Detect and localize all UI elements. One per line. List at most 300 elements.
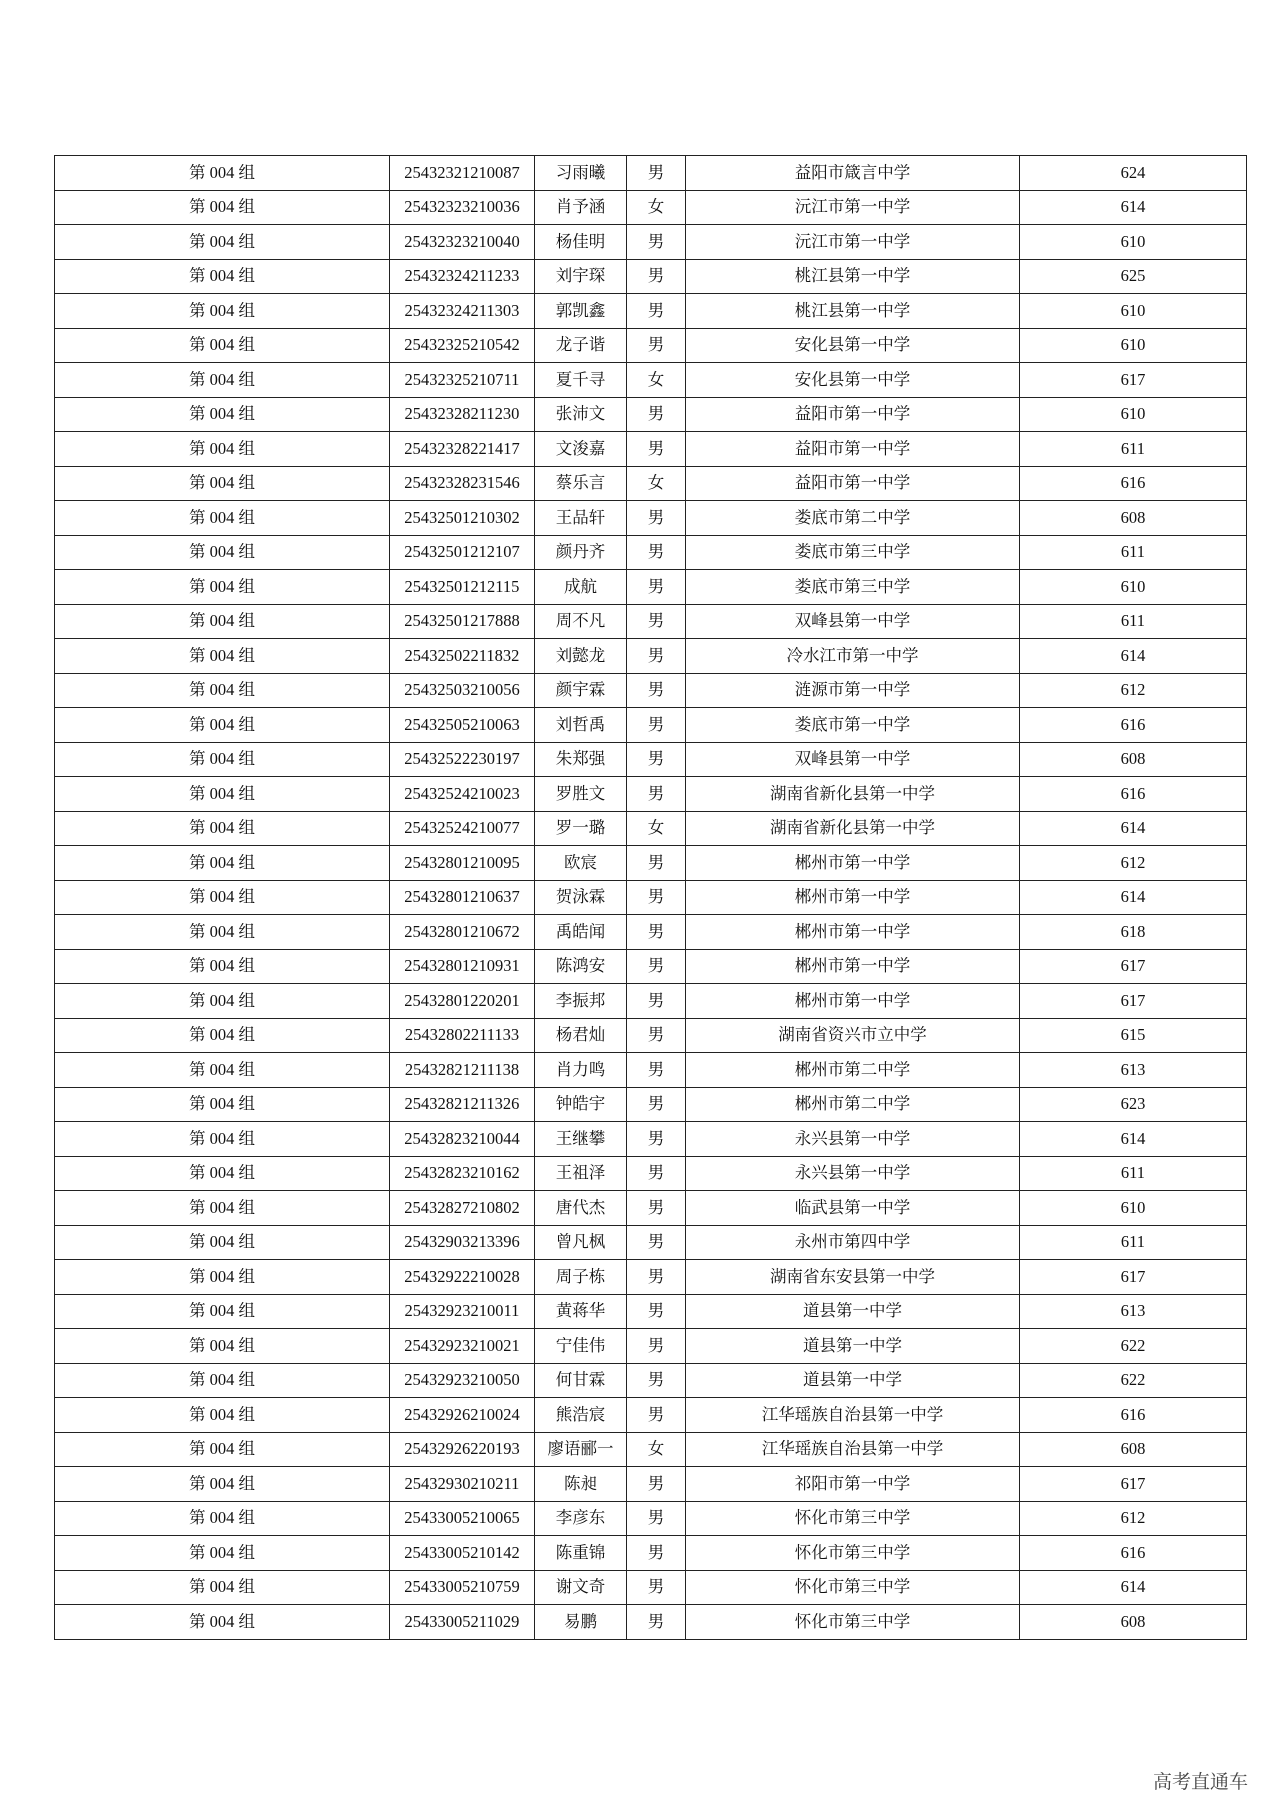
candidate-id-cell: 25432328231546 (390, 466, 535, 501)
table-row (55, 501, 1247, 536)
score-cell: 610 (1020, 328, 1247, 363)
group-cell: 第 004 组 (55, 949, 390, 984)
gender-cell: 男 (627, 570, 686, 605)
table-row (55, 1018, 1247, 1053)
school-cell: 郴州市第二中学 (686, 1053, 1020, 1088)
gender-cell: 男 (627, 397, 686, 432)
candidate-id-cell: 25432501217888 (390, 604, 535, 639)
student-name-cell: 郭凯鑫 (535, 294, 627, 329)
group-cell: 第 004 组 (55, 294, 390, 329)
gender-cell: 男 (627, 880, 686, 915)
school-cell: 湖南省新化县第一中学 (686, 811, 1020, 846)
gender-cell: 女 (627, 1432, 686, 1467)
student-name-cell: 陈昶 (535, 1467, 627, 1502)
school-cell: 江华瑶族自治县第一中学 (686, 1432, 1020, 1467)
table-row (55, 466, 1247, 501)
school-cell: 湖南省资兴市立中学 (686, 1018, 1020, 1053)
score-cell: 608 (1020, 1432, 1247, 1467)
group-cell: 第 004 组 (55, 777, 390, 812)
student-name-cell: 贺泳霖 (535, 880, 627, 915)
student-name-cell: 罗一璐 (535, 811, 627, 846)
group-cell: 第 004 组 (55, 501, 390, 536)
score-cell: 614 (1020, 1570, 1247, 1605)
group-cell: 第 004 组 (55, 1570, 390, 1605)
candidate-id-cell: 25432823210044 (390, 1122, 535, 1157)
gender-cell: 男 (627, 673, 686, 708)
school-cell: 安化县第一中学 (686, 328, 1020, 363)
school-cell: 怀化市第三中学 (686, 1570, 1020, 1605)
student-name-cell: 杨君灿 (535, 1018, 627, 1053)
score-cell: 622 (1020, 1363, 1247, 1398)
student-name-cell: 欧宸 (535, 846, 627, 881)
score-cell: 617 (1020, 363, 1247, 398)
gender-cell: 女 (627, 363, 686, 398)
table-row (55, 1329, 1247, 1364)
table-row (55, 639, 1247, 674)
group-cell: 第 004 组 (55, 708, 390, 743)
student-name-cell: 杨佳明 (535, 225, 627, 260)
student-name-cell: 习雨曦 (535, 156, 627, 191)
group-cell: 第 004 组 (55, 1191, 390, 1226)
table-row (55, 259, 1247, 294)
gender-cell: 男 (627, 1329, 686, 1364)
candidate-id-cell: 25432801210637 (390, 880, 535, 915)
table-row (55, 1363, 1247, 1398)
table-row (55, 846, 1247, 881)
student-name-cell: 周不凡 (535, 604, 627, 639)
student-name-cell: 周子栋 (535, 1260, 627, 1295)
table-row (55, 1053, 1247, 1088)
table-row (55, 949, 1247, 984)
student-name-cell: 夏千寻 (535, 363, 627, 398)
school-cell: 郴州市第一中学 (686, 949, 1020, 984)
gender-cell: 男 (627, 1398, 686, 1433)
gender-cell: 男 (627, 1536, 686, 1571)
gender-cell: 男 (627, 1260, 686, 1295)
school-cell: 桃江县第一中学 (686, 259, 1020, 294)
group-cell: 第 004 组 (55, 1432, 390, 1467)
group-cell: 第 004 组 (55, 570, 390, 605)
candidate-id-cell: 25432524210077 (390, 811, 535, 846)
school-cell: 沅江市第一中学 (686, 225, 1020, 260)
group-cell: 第 004 组 (55, 915, 390, 950)
school-cell: 益阳市第一中学 (686, 466, 1020, 501)
gender-cell: 男 (627, 949, 686, 984)
gender-cell: 男 (627, 846, 686, 881)
student-name-cell: 陈鸿安 (535, 949, 627, 984)
table-row (55, 604, 1247, 639)
candidate-id-cell: 25433005210065 (390, 1501, 535, 1536)
score-cell: 617 (1020, 1467, 1247, 1502)
school-cell: 江华瑶族自治县第一中学 (686, 1398, 1020, 1433)
group-cell: 第 004 组 (55, 259, 390, 294)
student-name-cell: 王品轩 (535, 501, 627, 536)
score-cell: 612 (1020, 673, 1247, 708)
gender-cell: 男 (627, 1191, 686, 1226)
student-name-cell: 成航 (535, 570, 627, 605)
gender-cell: 男 (627, 915, 686, 950)
score-cell: 612 (1020, 846, 1247, 881)
gender-cell: 男 (627, 1363, 686, 1398)
group-cell: 第 004 组 (55, 225, 390, 260)
score-cell: 614 (1020, 639, 1247, 674)
group-cell: 第 004 组 (55, 432, 390, 467)
school-cell: 涟源市第一中学 (686, 673, 1020, 708)
candidate-id-cell: 25432823210162 (390, 1156, 535, 1191)
school-cell: 怀化市第三中学 (686, 1501, 1020, 1536)
score-cell: 608 (1020, 501, 1247, 536)
score-cell: 610 (1020, 225, 1247, 260)
table-row (55, 811, 1247, 846)
gender-cell: 男 (627, 294, 686, 329)
school-cell: 临武县第一中学 (686, 1191, 1020, 1226)
score-cell: 610 (1020, 294, 1247, 329)
group-cell: 第 004 组 (55, 604, 390, 639)
student-name-cell: 廖语郦一 (535, 1432, 627, 1467)
school-cell: 双峰县第一中学 (686, 742, 1020, 777)
candidate-id-cell: 25432524210023 (390, 777, 535, 812)
candidate-id-cell: 25432821211138 (390, 1053, 535, 1088)
group-cell: 第 004 组 (55, 1087, 390, 1122)
school-cell: 道县第一中学 (686, 1294, 1020, 1329)
student-name-cell: 肖力鸣 (535, 1053, 627, 1088)
group-cell: 第 004 组 (55, 880, 390, 915)
group-cell: 第 004 组 (55, 1156, 390, 1191)
school-cell: 道县第一中学 (686, 1363, 1020, 1398)
table-row (55, 397, 1247, 432)
score-cell: 611 (1020, 432, 1247, 467)
student-name-cell: 王祖泽 (535, 1156, 627, 1191)
table-row (55, 1536, 1247, 1571)
candidate-id-cell: 25432903213396 (390, 1225, 535, 1260)
score-cell: 616 (1020, 1536, 1247, 1571)
student-name-cell: 李彦东 (535, 1501, 627, 1536)
group-cell: 第 004 组 (55, 535, 390, 570)
student-name-cell: 刘懿龙 (535, 639, 627, 674)
candidate-id-cell: 25432323210036 (390, 190, 535, 225)
table-row (55, 1294, 1247, 1329)
gender-cell: 男 (627, 604, 686, 639)
table-body (55, 156, 1247, 1640)
school-cell: 双峰县第一中学 (686, 604, 1020, 639)
group-cell: 第 004 组 (55, 811, 390, 846)
group-cell: 第 004 组 (55, 1053, 390, 1088)
candidate-id-cell: 25432926220193 (390, 1432, 535, 1467)
score-cell: 612 (1020, 1501, 1247, 1536)
table-row (55, 777, 1247, 812)
table-row (55, 1605, 1247, 1640)
gender-cell: 女 (627, 190, 686, 225)
group-cell: 第 004 组 (55, 466, 390, 501)
student-name-cell: 禹皓闻 (535, 915, 627, 950)
score-cell: 610 (1020, 397, 1247, 432)
candidate-id-cell: 25432501212115 (390, 570, 535, 605)
group-cell: 第 004 组 (55, 1363, 390, 1398)
student-name-cell: 颜宇霖 (535, 673, 627, 708)
school-cell: 怀化市第三中学 (686, 1536, 1020, 1571)
school-cell: 郴州市第一中学 (686, 984, 1020, 1019)
gender-cell: 男 (627, 1605, 686, 1640)
gender-cell: 女 (627, 811, 686, 846)
score-cell: 624 (1020, 156, 1247, 191)
score-cell: 613 (1020, 1053, 1247, 1088)
score-cell: 608 (1020, 742, 1247, 777)
score-cell: 611 (1020, 1156, 1247, 1191)
table-row (55, 742, 1247, 777)
candidate-id-cell: 25432324211233 (390, 259, 535, 294)
gender-cell: 男 (627, 1122, 686, 1157)
group-cell: 第 004 组 (55, 1605, 390, 1640)
group-cell: 第 004 组 (55, 742, 390, 777)
student-name-cell: 钟皓宇 (535, 1087, 627, 1122)
school-cell: 娄底市第三中学 (686, 535, 1020, 570)
score-cell: 616 (1020, 777, 1247, 812)
student-name-cell: 王继攀 (535, 1122, 627, 1157)
group-cell: 第 004 组 (55, 1536, 390, 1571)
gender-cell: 男 (627, 156, 686, 191)
school-cell: 郴州市第二中学 (686, 1087, 1020, 1122)
table-row (55, 984, 1247, 1019)
group-cell: 第 004 组 (55, 1501, 390, 1536)
student-name-cell: 颜丹齐 (535, 535, 627, 570)
school-cell: 祁阳市第一中学 (686, 1467, 1020, 1502)
table-row (55, 1570, 1247, 1605)
table-row (55, 673, 1247, 708)
group-cell: 第 004 组 (55, 156, 390, 191)
school-cell: 益阳市第一中学 (686, 397, 1020, 432)
candidate-id-cell: 25432505210063 (390, 708, 535, 743)
student-name-cell: 文浚嘉 (535, 432, 627, 467)
group-cell: 第 004 组 (55, 1260, 390, 1295)
student-name-cell: 张沛文 (535, 397, 627, 432)
candidate-id-cell: 25432522230197 (390, 742, 535, 777)
candidate-id-cell: 25432923210021 (390, 1329, 535, 1364)
group-cell: 第 004 组 (55, 639, 390, 674)
school-cell: 郴州市第一中学 (686, 915, 1020, 950)
candidate-id-cell: 25432801210931 (390, 949, 535, 984)
candidate-id-cell: 25432502211832 (390, 639, 535, 674)
score-cell: 616 (1020, 466, 1247, 501)
score-cell: 611 (1020, 1225, 1247, 1260)
score-cell: 611 (1020, 604, 1247, 639)
score-cell: 614 (1020, 190, 1247, 225)
gender-cell: 男 (627, 1087, 686, 1122)
table-row (55, 915, 1247, 950)
score-cell: 617 (1020, 949, 1247, 984)
score-cell: 617 (1020, 984, 1247, 1019)
group-cell: 第 004 组 (55, 1398, 390, 1433)
table-row (55, 570, 1247, 605)
gender-cell: 男 (627, 708, 686, 743)
gender-cell: 男 (627, 1225, 686, 1260)
group-cell: 第 004 组 (55, 1467, 390, 1502)
gender-cell: 男 (627, 1294, 686, 1329)
group-cell: 第 004 组 (55, 1018, 390, 1053)
candidate-id-cell: 25432802211133 (390, 1018, 535, 1053)
school-cell: 永兴县第一中学 (686, 1122, 1020, 1157)
candidate-id-cell: 25432324211303 (390, 294, 535, 329)
candidate-id-cell: 25432926210024 (390, 1398, 535, 1433)
score-cell: 611 (1020, 535, 1247, 570)
candidate-id-cell: 25432923210050 (390, 1363, 535, 1398)
gender-cell: 男 (627, 259, 686, 294)
group-cell: 第 004 组 (55, 1294, 390, 1329)
school-cell: 道县第一中学 (686, 1329, 1020, 1364)
table-row (55, 1225, 1247, 1260)
candidate-id-cell: 25432922210028 (390, 1260, 535, 1295)
school-cell: 郴州市第一中学 (686, 880, 1020, 915)
table-row (55, 1467, 1247, 1502)
table-row (55, 1501, 1247, 1536)
student-name-cell: 罗胜文 (535, 777, 627, 812)
score-cell: 610 (1020, 1191, 1247, 1226)
gender-cell: 男 (627, 328, 686, 363)
student-name-cell: 肖予涵 (535, 190, 627, 225)
candidate-id-cell: 25432827210802 (390, 1191, 535, 1226)
candidate-id-cell: 25432801210672 (390, 915, 535, 950)
candidate-id-cell: 25432328211230 (390, 397, 535, 432)
school-cell: 桃江县第一中学 (686, 294, 1020, 329)
school-cell: 湖南省东安县第一中学 (686, 1260, 1020, 1295)
score-cell: 614 (1020, 1122, 1247, 1157)
gender-cell: 男 (627, 535, 686, 570)
group-cell: 第 004 组 (55, 190, 390, 225)
candidate-id-cell: 25432501212107 (390, 535, 535, 570)
student-name-cell: 李振邦 (535, 984, 627, 1019)
student-name-cell: 陈重锦 (535, 1536, 627, 1571)
candidate-id-cell: 25432328221417 (390, 432, 535, 467)
group-cell: 第 004 组 (55, 1122, 390, 1157)
candidate-id-cell: 25432321210087 (390, 156, 535, 191)
student-name-cell: 蔡乐言 (535, 466, 627, 501)
gender-cell: 男 (627, 1018, 686, 1053)
gender-cell: 男 (627, 984, 686, 1019)
candidate-id-cell: 25432821211326 (390, 1087, 535, 1122)
table-row (55, 294, 1247, 329)
gender-cell: 男 (627, 1467, 686, 1502)
score-cell: 613 (1020, 1294, 1247, 1329)
table-row (55, 1398, 1247, 1433)
gender-cell: 男 (627, 1156, 686, 1191)
student-name-cell: 刘哲禹 (535, 708, 627, 743)
table-row (55, 1087, 1247, 1122)
gender-cell: 男 (627, 639, 686, 674)
school-cell: 冷水江市第一中学 (686, 639, 1020, 674)
score-cell: 617 (1020, 1260, 1247, 1295)
score-cell: 622 (1020, 1329, 1247, 1364)
group-cell: 第 004 组 (55, 328, 390, 363)
candidate-id-cell: 25432325210542 (390, 328, 535, 363)
group-cell: 第 004 组 (55, 673, 390, 708)
gender-cell: 女 (627, 466, 686, 501)
candidate-id-cell: 25432325210711 (390, 363, 535, 398)
score-cell: 610 (1020, 570, 1247, 605)
admission-list-table (54, 155, 1247, 1640)
candidate-id-cell: 25433005211029 (390, 1605, 535, 1640)
group-cell: 第 004 组 (55, 363, 390, 398)
school-cell: 益阳市箴言中学 (686, 156, 1020, 191)
table-row (55, 1191, 1247, 1226)
school-cell: 永州市第四中学 (686, 1225, 1020, 1260)
gender-cell: 男 (627, 501, 686, 536)
table-row (55, 1156, 1247, 1191)
table-row (55, 535, 1247, 570)
score-cell: 616 (1020, 708, 1247, 743)
student-name-cell: 刘宇琛 (535, 259, 627, 294)
gender-cell: 男 (627, 742, 686, 777)
student-name-cell: 黄蒋华 (535, 1294, 627, 1329)
student-name-cell: 何甘霖 (535, 1363, 627, 1398)
student-name-cell: 曾凡枫 (535, 1225, 627, 1260)
school-cell: 益阳市第一中学 (686, 432, 1020, 467)
table-row (55, 190, 1247, 225)
student-name-cell: 熊浩宸 (535, 1398, 627, 1433)
table-row (55, 1260, 1247, 1295)
group-cell: 第 004 组 (55, 1225, 390, 1260)
table-row (55, 1122, 1247, 1157)
table-row (55, 328, 1247, 363)
school-cell: 安化县第一中学 (686, 363, 1020, 398)
table-row (55, 432, 1247, 467)
table-row (55, 156, 1247, 191)
table-row (55, 225, 1247, 260)
group-cell: 第 004 组 (55, 846, 390, 881)
score-cell: 615 (1020, 1018, 1247, 1053)
candidate-id-cell: 25433005210142 (390, 1536, 535, 1571)
school-cell: 怀化市第三中学 (686, 1605, 1020, 1640)
group-cell: 第 004 组 (55, 1329, 390, 1364)
school-cell: 娄底市第二中学 (686, 501, 1020, 536)
group-cell: 第 004 组 (55, 984, 390, 1019)
candidate-id-cell: 25432930210211 (390, 1467, 535, 1502)
school-cell: 郴州市第一中学 (686, 846, 1020, 881)
school-cell: 沅江市第一中学 (686, 190, 1020, 225)
candidate-id-cell: 25432801210095 (390, 846, 535, 881)
score-cell: 618 (1020, 915, 1247, 950)
group-cell: 第 004 组 (55, 397, 390, 432)
school-cell: 湖南省新化县第一中学 (686, 777, 1020, 812)
school-cell: 永兴县第一中学 (686, 1156, 1020, 1191)
gender-cell: 男 (627, 1053, 686, 1088)
candidate-id-cell: 25433005210759 (390, 1570, 535, 1605)
table-row (55, 1432, 1247, 1467)
candidate-id-cell: 25432801220201 (390, 984, 535, 1019)
gender-cell: 男 (627, 225, 686, 260)
gender-cell: 男 (627, 777, 686, 812)
student-name-cell: 唐代杰 (535, 1191, 627, 1226)
student-name-cell: 宁佳伟 (535, 1329, 627, 1364)
student-name-cell: 龙子谐 (535, 328, 627, 363)
score-cell: 608 (1020, 1605, 1247, 1640)
student-name-cell: 朱郑强 (535, 742, 627, 777)
candidate-id-cell: 25432923210011 (390, 1294, 535, 1329)
score-cell: 625 (1020, 259, 1247, 294)
score-cell: 614 (1020, 880, 1247, 915)
table-row (55, 708, 1247, 743)
gender-cell: 男 (627, 432, 686, 467)
watermark: 高考直通车 (1152, 1771, 1248, 1793)
school-cell: 娄底市第三中学 (686, 570, 1020, 605)
student-name-cell: 易鹏 (535, 1605, 627, 1640)
score-cell: 616 (1020, 1398, 1247, 1433)
score-cell: 623 (1020, 1087, 1247, 1122)
gender-cell: 男 (627, 1570, 686, 1605)
candidate-id-cell: 25432323210040 (390, 225, 535, 260)
score-cell: 614 (1020, 811, 1247, 846)
gender-cell: 男 (627, 1501, 686, 1536)
school-cell: 娄底市第一中学 (686, 708, 1020, 743)
candidate-id-cell: 25432503210056 (390, 673, 535, 708)
